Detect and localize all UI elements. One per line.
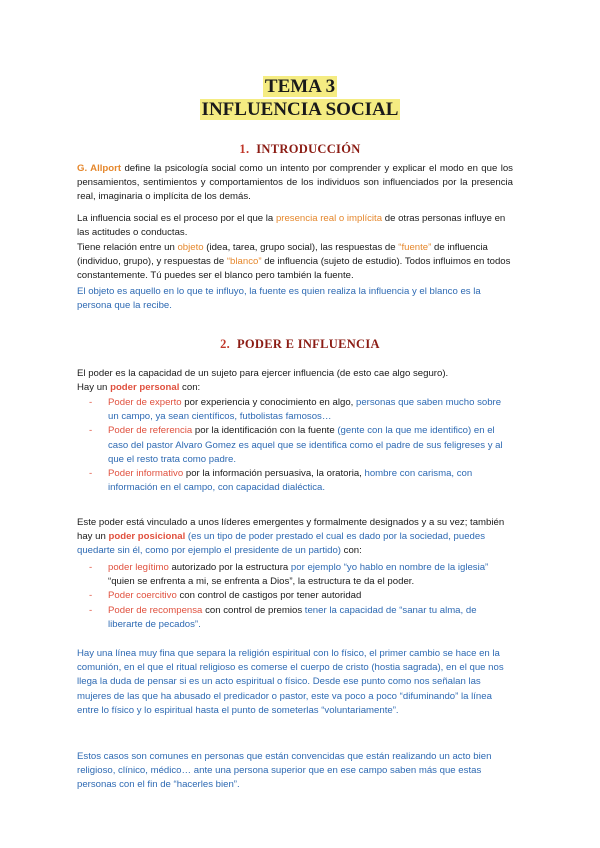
intro-p3-fuente: “fuente” xyxy=(398,242,432,253)
list-text: por experiencia y conocimiento en algo, xyxy=(181,397,356,408)
dash-bullet: - xyxy=(89,590,93,602)
title-line-2 xyxy=(0,99,600,121)
list-text: por la identificación con la fuente xyxy=(192,425,338,437)
intro-p3-g: de influencia (sujeto de estudio). Todos influimos en todos constantemente. Tú puedes ser el blanco pero también la fuente. xyxy=(77,256,511,282)
list-text: autorizado por la estructura xyxy=(168,562,291,573)
list-example: hombre con carisma, con información en el campo, con capacidad dialéctica. xyxy=(108,468,473,494)
list-text: por la información persuasiva, la oratoria, xyxy=(183,468,365,480)
list-item xyxy=(77,467,513,495)
power-paragraph-1: El poder es la capacidad de un sujeto para ejercer influencia (de esto cae algo seguro). xyxy=(77,368,449,379)
list-example: por ejemplo “yo hablo en nombre de la iglesia” xyxy=(290,562,489,573)
power-paragraph-2 xyxy=(77,381,513,395)
list-text: con control de castigos por tener autoridad xyxy=(176,590,362,602)
title-topic: TEMA 3 xyxy=(264,76,336,97)
positional-power-term: poder posicional xyxy=(108,531,186,543)
list-term: Poder de recompensa xyxy=(108,604,203,616)
list-rest: “quien se enfrenta a mi, se enfrenta a Dios”, la estructura te da el poder. xyxy=(108,576,415,588)
list-example: tener la capacidad de “sanar tu alma, de liberarte de pecados”. xyxy=(108,604,477,630)
power-p2-a: Hay un xyxy=(77,382,111,393)
intro-p3-a: Tiene relación entre un xyxy=(77,242,178,253)
intro-p2-highlight: presencia real o implícita xyxy=(275,213,383,224)
intro-p2-text-a: La influencia social es el proceso por el que la xyxy=(77,213,276,224)
intro-p3-blanco: “blanco” xyxy=(226,256,262,268)
power-paragraph-3 xyxy=(77,516,513,559)
personal-power-list xyxy=(77,396,513,495)
section-1-heading xyxy=(0,141,600,157)
power-p3-a: Este poder está vinculado a unos líderes emergentes y formalmente designados y a su vez; también hay un xyxy=(77,517,505,543)
list-example: personas que saben mucho sobre un campo, ya sean científicos, futbolistas famosos… xyxy=(108,397,502,423)
list-term: Poder informativo xyxy=(108,468,184,480)
author-name: G. Allport xyxy=(77,163,122,174)
intro-paragraph-3 xyxy=(77,241,513,284)
title-line-1 xyxy=(0,76,600,98)
intro-paragraph-4: El objeto es aquello en lo que te influyo, la fuente es quien realiza la influencia y el blanco es la persona que la recibe. xyxy=(77,286,481,312)
dash-bullet: - xyxy=(89,425,93,437)
list-item xyxy=(77,604,513,632)
intro-paragraph-2 xyxy=(77,212,513,240)
power-p2-c: con: xyxy=(179,382,201,393)
dash-bullet: - xyxy=(89,468,93,480)
intro-p3-e: de influencia (individuo, grupo), y respuestas de xyxy=(77,242,488,268)
list-term: Poder de experto xyxy=(108,397,182,408)
list-example: (gente con la que me identifico) en el caso del pastor Alvaro Gomez es aquel que se identifica como el padre de sus feligreses y al que el resto trata como padre. xyxy=(108,425,503,465)
list-term: poder legítimo xyxy=(108,562,169,573)
dash-bullet: - xyxy=(89,562,93,573)
dash-bullet: - xyxy=(89,397,93,408)
power-paragraph-5: Estos casos son comunes en personas que están convencidas que están realizando un acto bien religioso, clínico, médico… ante una persona superior que en ese campo saben más que estas personas con el fin de “hacerles bien”. xyxy=(77,751,492,791)
power-p3-d: con: xyxy=(341,545,362,557)
personal-power-term: poder personal xyxy=(110,382,180,393)
intro-p3-c: (idea, tarea, grupo social), las respuestas de xyxy=(203,242,399,253)
intro-p3-objeto: objeto xyxy=(177,242,204,253)
intro-p2-text-c: de otras personas influye en las actitudes o conductas. xyxy=(77,213,506,239)
list-term: Poder de referencia xyxy=(108,425,193,437)
section-2-number: 2. xyxy=(220,337,231,351)
intro-definition-text: define la psicología social como un intento por comprender y explicar el modo en que los pensamientos, sentimientos y comportamientos de los individuos son influenciados por la presencia real, imaginaria o implícita de los demás. xyxy=(77,163,513,203)
intro-paragraph-1 xyxy=(77,162,513,205)
list-item xyxy=(77,589,513,603)
positional-power-list xyxy=(77,561,513,632)
list-item xyxy=(77,424,513,467)
positional-power-explanation: (es un tipo de poder prestado el cual es dado por la sociedad, puedes quedarte sin él, como por ejemplo el presidente de un partido) xyxy=(77,531,485,557)
section-1-number: 1. xyxy=(239,142,250,156)
section-2-heading xyxy=(0,336,600,352)
dash-bullet: - xyxy=(89,604,93,616)
list-text: con control de premios xyxy=(202,604,305,616)
section-2-title: PODER E INFLUENCIA xyxy=(236,337,380,351)
list-term: Poder coercitivo xyxy=(108,590,177,602)
title-subject: INFLUENCIA SOCIAL xyxy=(201,99,399,120)
section-1-title: INTRODUCCIÓN xyxy=(256,142,361,156)
list-item xyxy=(77,396,513,424)
list-item xyxy=(77,561,513,589)
power-paragraph-4: Hay una línea muy fina que separa la religión espiritual con lo físico, el primer cambio se hace en la comunión, en el que el ritual religioso es comerse el cuerpo de cristo (hostia sagrada), en el que nos llega la duda de pensar si es un acto espiritual o físico. Desde ese punto como nos señalan las mujeres de las que ha abusado el predicador o pastor, este va poco a poco “difuminando” la línea entre lo físico y lo espiritual hasta el punto de someterlas “voluntariamente”. xyxy=(77,648,504,716)
